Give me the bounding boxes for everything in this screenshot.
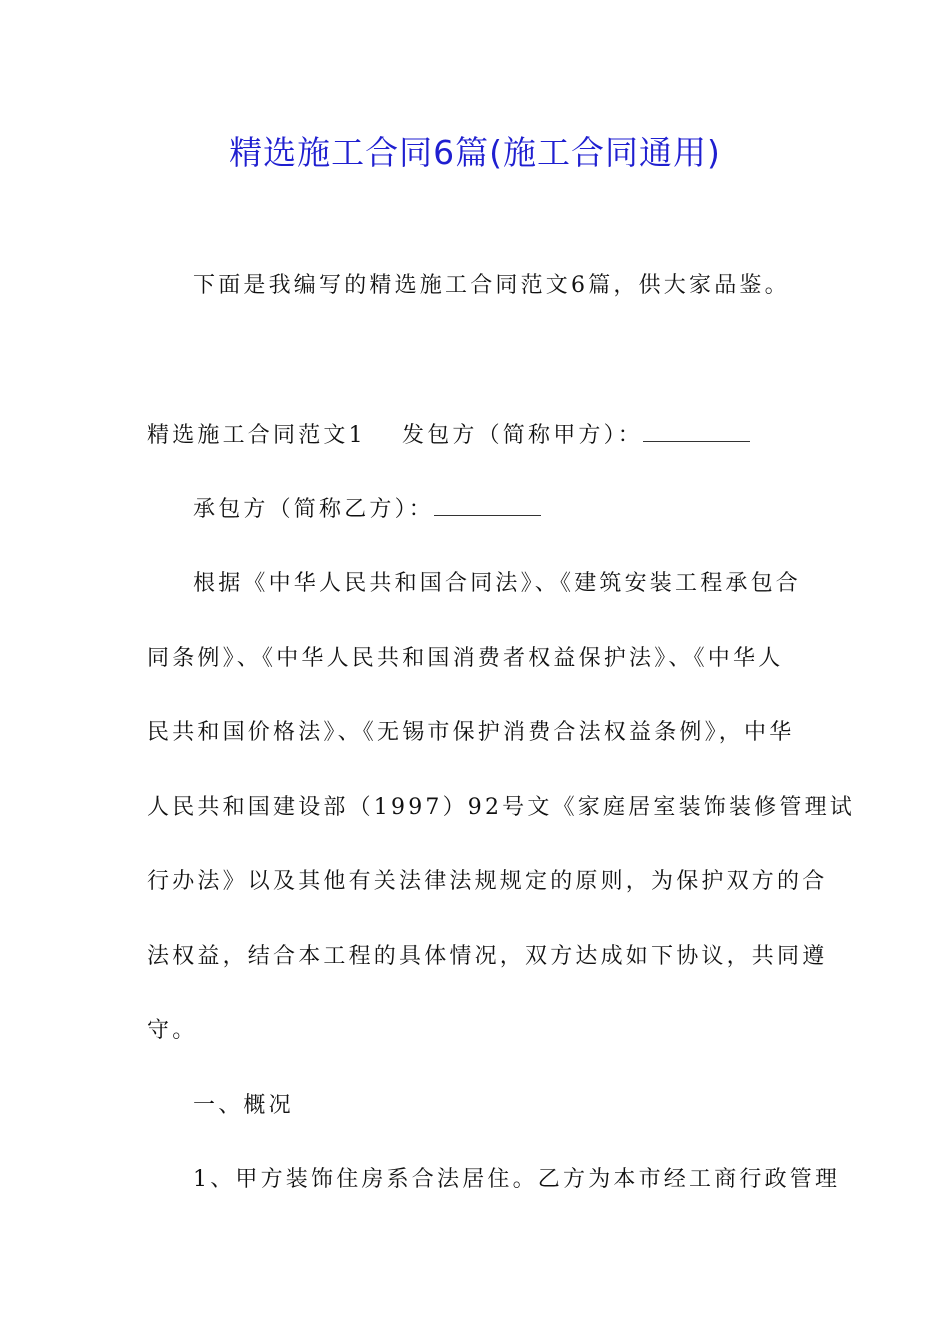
clause-1: 1、甲方装饰住房系合法居住。乙方为本市经工商行政管理 xyxy=(193,1167,841,1192)
body-line: 行办法》以及其他有关法律法规规定的原则，为保护双方的合 xyxy=(147,869,828,894)
intro-paragraph: 下面是我编写的精选施工合同范文6篇，供大家品鉴。 xyxy=(193,273,790,298)
body-line: 民共和国价格法》、《无锡市保护消费合法权益条例》，中华 xyxy=(147,720,795,745)
party-a-blank xyxy=(643,421,750,442)
party-b-blank xyxy=(434,495,541,516)
party-b-line xyxy=(193,494,541,526)
body-line: 守。 xyxy=(147,1018,198,1043)
body-line: 人民共和国建设部（1997）92号文《家庭居室装饰装修管理试 xyxy=(147,795,855,820)
subheading: 一、概况 xyxy=(193,1093,294,1118)
document-title: 精选施工合同6篇(施工合同通用) xyxy=(229,133,721,172)
body-line: 法权益，结合本工程的具体情况，双方达成如下协议，共同遵 xyxy=(147,944,828,969)
section-heading: 精选施工合同范文1 xyxy=(147,423,366,448)
party-a-line xyxy=(402,420,750,452)
party-b-label: 承包方（简称乙方）： xyxy=(193,497,435,522)
body-line: 同条例》、《中华人民共和国消费者权益保护法》、《中华人 xyxy=(147,646,784,671)
body-line: 根据《中华人民共和国合同法》、《建筑安装工程承包合 xyxy=(193,571,802,596)
party-a-label: 发包方（简称甲方）： xyxy=(402,423,644,448)
